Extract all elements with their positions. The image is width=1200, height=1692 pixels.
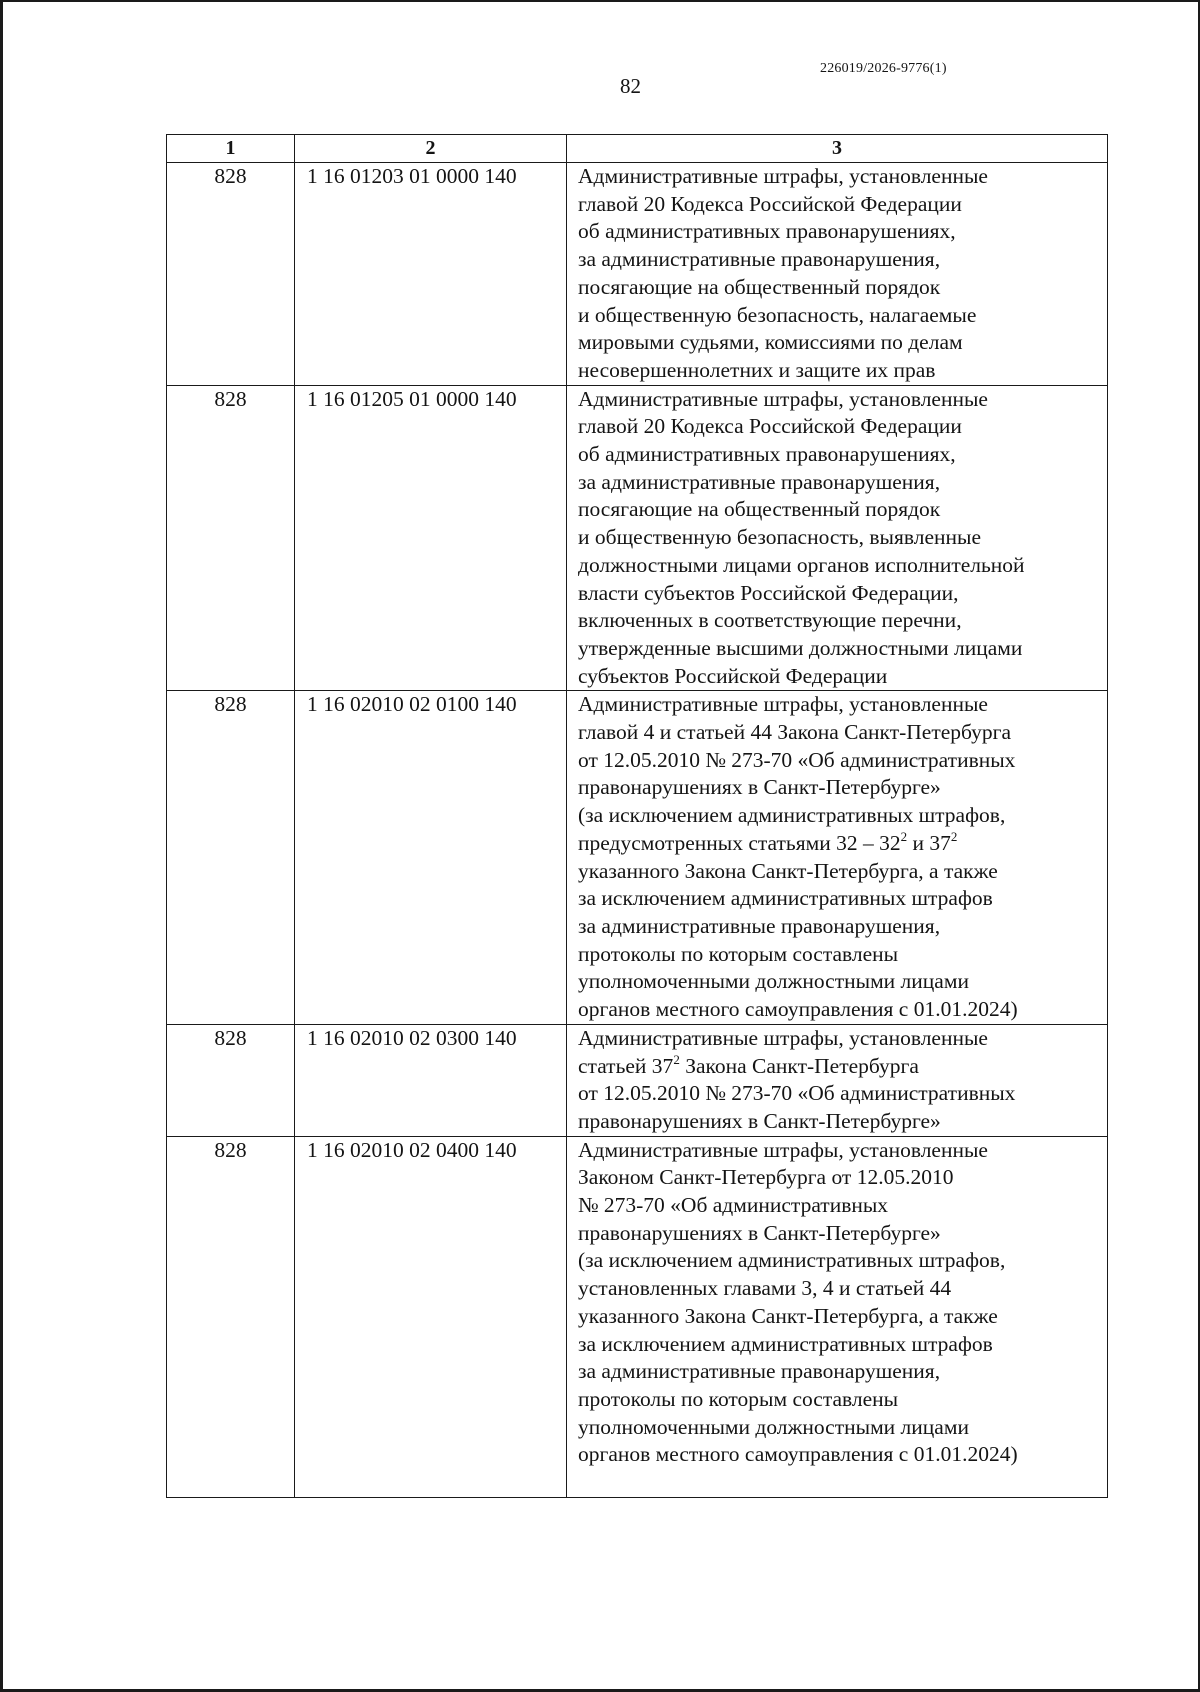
table-row (167, 1136, 1108, 1497)
kbk-code-cell: 1 16 02010 02 0300 140 (295, 1024, 567, 1136)
description-line: статьей $37^2$ Закона Санкт-Петербурга (578, 1051, 919, 1078)
description-line: Административные штрафы, установленные (578, 386, 988, 411)
scan-edge-left (0, 0, 3, 1692)
description-line: за административные правонарушения, (578, 913, 941, 938)
description-line: посягающие на общественный порядок (578, 274, 941, 299)
description-line: главой 4 и статьей 44 Закона Санкт-Петербурга (578, 720, 1012, 745)
description-line: Административные штрафы, установленные (578, 164, 988, 188)
description-line: органов местного самоуправления с 01.01.2024) (578, 1442, 1018, 1467)
description-line: главой 20 Кодекса Российской Федерации (578, 191, 962, 216)
kbk-code-cell: 1 16 01203 01 0000 140 (295, 163, 567, 386)
admin-code-cell: 828 (167, 163, 295, 386)
description-line: главой 20 Кодекса Российской Федерации (578, 414, 962, 439)
description-line: указанного Закона Санкт-Петербурга, а также (578, 1303, 998, 1328)
description-cell (567, 691, 1108, 1024)
description-line: органов местного самоуправления с 01.01.2024) (578, 997, 1018, 1022)
description-line: за административные правонарушения, (578, 469, 941, 494)
admin-code-cell: 828 (167, 1136, 295, 1497)
description-line: № 273-70 «Об административных (578, 1193, 889, 1218)
admin-code-cell: 828 (167, 385, 295, 691)
scan-edge-top (0, 0, 1200, 2)
document-registration-number: 226019/2026-9776(1) (820, 61, 947, 76)
description-line: правонарушениях в Санкт-Петербурге» (578, 1108, 941, 1133)
description-cell (567, 385, 1108, 691)
description-line: Административные штрафы, установленные (578, 1137, 988, 1162)
description-line: протоколы по которым составлены (578, 941, 899, 966)
description-line: от 12.05.2010 № 273-70 «Об административных (578, 747, 1016, 772)
column-header-3: 3 (567, 135, 1108, 163)
description-line: об административных правонарушениях, (578, 219, 956, 244)
description-cell (567, 1024, 1108, 1136)
description-line: за административные правонарушения, (578, 1359, 941, 1384)
fines-classification-table (166, 134, 1108, 1498)
description-line: должностными лицами органов исполнительной (578, 552, 1025, 577)
kbk-code-cell: 1 16 02010 02 0400 140 (295, 1136, 567, 1497)
description-line: и общественную безопасность, налагаемые (578, 302, 977, 327)
description-line: установленных главами 3, 4 и статьей 44 (578, 1276, 952, 1301)
description-line: об административных правонарушениях, (578, 442, 956, 467)
description-line: власти субъектов Российской Федерации, (578, 580, 959, 605)
description-line: правонарушениях в Санкт-Петербурге» (578, 775, 941, 800)
description-cell (567, 1136, 1108, 1497)
description-line: субъектов Российской Федерации (578, 663, 888, 688)
column-header-1: 1 (167, 135, 295, 163)
description-line: Законом Санкт-Петербурга от 12.05.2010 (578, 1165, 954, 1190)
table-row (167, 1024, 1108, 1136)
table-row (167, 691, 1108, 1024)
description-line: несовершеннолетних и защите их прав (578, 357, 936, 382)
kbk-code-cell: 1 16 02010 02 0100 140 (295, 691, 567, 1024)
description-line: за исключением административных штрафов (578, 886, 993, 911)
description-line: (за исключением административных штрафов, (578, 803, 1006, 828)
description-line: мировыми судьями, комиссиями по делам (578, 330, 963, 355)
description-line: утвержденные высшими должностными лицами (578, 635, 1023, 660)
table-row (167, 163, 1108, 386)
description-line: уполномоченными должностными лицами (578, 969, 969, 994)
description-line: уполномоченными должностными лицами (578, 1414, 969, 1439)
description-line: за административные правонарушения, (578, 247, 941, 272)
description-line: правонарушениях в Санкт-Петербурге» (578, 1220, 941, 1245)
description-line: за исключением административных штрафов (578, 1331, 993, 1356)
kbk-code-cell: 1 16 01205 01 0000 140 (295, 385, 567, 691)
page-number: 82 (620, 74, 641, 98)
table-row (167, 385, 1108, 691)
description-line: (за исключением административных штрафов, (578, 1248, 1006, 1273)
table-header-row (167, 135, 1108, 163)
description-line: и общественную безопасность, выявленные (578, 525, 981, 550)
description-line: включенных в соответствующие перечни, (578, 608, 962, 633)
description-line: от 12.05.2010 № 273-70 «Об административных (578, 1081, 1016, 1106)
description-line: посягающие на общественный порядок (578, 497, 941, 522)
description-line: протоколы по которым составлены (578, 1386, 899, 1411)
description-cell (567, 163, 1108, 386)
admin-code-cell: 828 (167, 691, 295, 1024)
admin-code-cell: 828 (167, 1024, 295, 1136)
description-line: Административные штрафы, установленные (578, 1025, 988, 1050)
description-line: указанного Закона Санкт-Петербурга, а также (578, 858, 998, 883)
column-header-2: 2 (295, 135, 567, 163)
description-line: предусмотренных статьями $32 - 32^2$ и $37^2$ (578, 828, 958, 855)
description-line: Административные штрафы, установленные (578, 692, 988, 717)
